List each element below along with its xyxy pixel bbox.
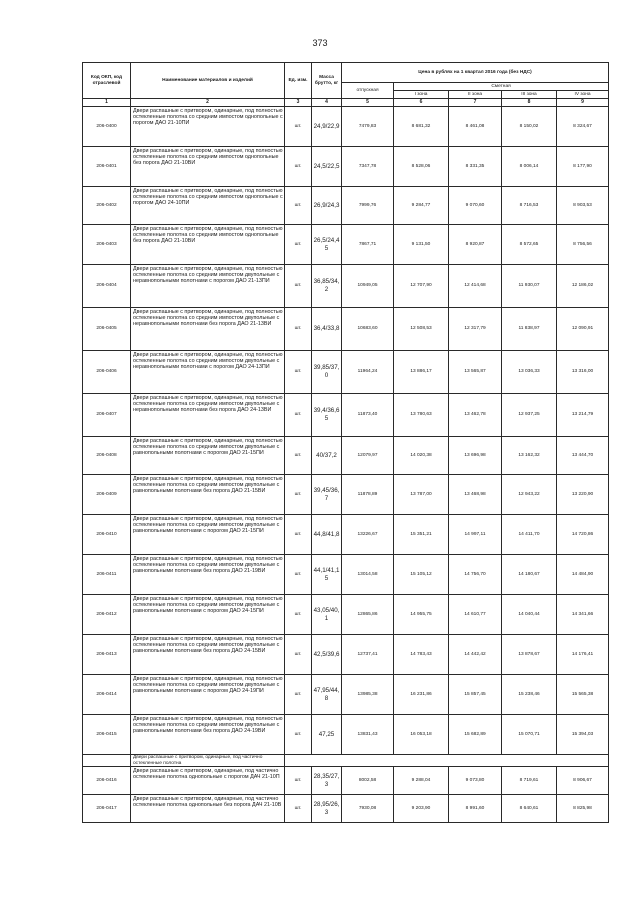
section-empty-cell <box>285 755 609 767</box>
item-name: Двери распашные с притвором, одинарные, под полностью остекленные полотна со средним импостом однопольные без порога ДАО 21-10ВИ <box>131 147 285 187</box>
item-unit: шт. <box>285 675 312 715</box>
release-price: 7867,71 <box>342 225 394 265</box>
zone-4-price: 8 903,53 <box>557 187 609 225</box>
release-price: 7479,83 <box>342 107 394 147</box>
item-mass: 24,9/22,9 <box>312 107 342 147</box>
zone-4-price: 8 756,56 <box>557 225 609 265</box>
zone-2-price: 8 461,08 <box>449 107 502 147</box>
header-unit: Ед. изм. <box>285 63 312 99</box>
zone-1-price: 9 131,50 <box>394 225 449 265</box>
zone-2-price: 13 462,78 <box>449 394 502 437</box>
release-price: 8002,58 <box>342 767 394 795</box>
item-mass: 24,5/22,5 <box>312 147 342 187</box>
item-name: Двери распашные с притвором, одинарные, под полностью остекленные полотна со средним импостом двупольные с равнопольными полотнами с порогом ДАО 24-15ПИ <box>131 595 285 635</box>
zone-2-price: 13 468,98 <box>449 475 502 515</box>
zone-3-price: 12 937,25 <box>502 394 557 437</box>
page-number: 373 <box>312 38 328 48</box>
item-unit: шт. <box>285 351 312 394</box>
item-code: 206-0409 <box>83 475 131 515</box>
item-code: 206-0414 <box>83 675 131 715</box>
item-code: 206-0408 <box>83 437 131 475</box>
item-unit: шт. <box>285 107 312 147</box>
table-header <box>83 63 609 107</box>
item-unit: шт. <box>285 225 312 265</box>
column-number: 8 <box>502 99 557 107</box>
release-price: 7999,76 <box>342 187 394 225</box>
table-row <box>83 767 609 795</box>
item-name: Двери распашные с притвором, одинарные, под частично остекленные полотна однопольные с порогом ДАЧ 21-10П <box>131 767 285 795</box>
column-number: 5 <box>342 99 394 107</box>
item-mass: 39,45/36,7 <box>312 475 342 515</box>
table-body <box>83 107 609 823</box>
column-number: 4 <box>312 99 342 107</box>
header-zone-4: IV зона <box>557 91 609 99</box>
item-unit: шт. <box>285 515 312 555</box>
release-price: 12079,97 <box>342 437 394 475</box>
zone-3-price: 8 719,61 <box>502 767 557 795</box>
zone-3-price: 13 162,32 <box>502 437 557 475</box>
zone-3-price: 14 180,67 <box>502 555 557 595</box>
zone-4-price: 14 176,41 <box>557 635 609 675</box>
item-name: Двери распашные с притвором, одинарные, под полностью остекленные полотна со средним импостом двупольные с неравнопольными полотнами с порогом ДАО 21-13ПИ <box>131 265 285 308</box>
item-mass: 36,4/33,8 <box>312 308 342 351</box>
column-number: 2 <box>131 99 285 107</box>
item-name: Двери распашные с притвором, одинарные, под полностью остекленные полотна со средним импостом двупольные с равнопольными полотнами без порога ДАО 24-19ВИ <box>131 715 285 755</box>
zone-3-price: 15 070,71 <box>502 715 557 755</box>
release-price: 13831,43 <box>342 715 394 755</box>
section-code-cell <box>83 755 131 767</box>
header-zone-2: II зона <box>449 91 502 99</box>
item-name: Двери распашные с притвором, одинарные, под полностью остекленные полотна со средним импостом двупольные с равнопольными полотнами без порога ДАО 21-15ВИ <box>131 475 285 515</box>
release-price: 11873,40 <box>342 394 394 437</box>
zone-3-price: 14 411,70 <box>502 515 557 555</box>
zone-2-price: 9 070,60 <box>449 187 502 225</box>
item-unit: шт. <box>285 715 312 755</box>
zone-3-price: 13 036,33 <box>502 351 557 394</box>
zone-1-price: 12 508,53 <box>394 308 449 351</box>
item-code: 206-0410 <box>83 515 131 555</box>
zone-4-price: 15 565,38 <box>557 675 609 715</box>
item-name: Двери распашные с притвором, одинарные, под полностью остекленные полотна со средним импостом однопольные без порога ДАО 21-10ВИ <box>131 225 285 265</box>
item-mass: 44,8/41,8 <box>312 515 342 555</box>
item-name: Двери распашные с притвором, одинарные, под полностью остекленные полотна со средним импостом двупольные с неравнопольными полотнами без порога ДАО 24-13ВИ <box>131 394 285 437</box>
item-mass: 26,5/24,45 <box>312 225 342 265</box>
header-code: Код ОКП, код отраслевой <box>83 63 131 99</box>
zone-2-price: 8 991,60 <box>449 795 502 823</box>
item-unit: шт. <box>285 635 312 675</box>
item-mass: 47,95/44,8 <box>312 675 342 715</box>
zone-2-price: 8 331,35 <box>449 147 502 187</box>
item-unit: шт. <box>285 595 312 635</box>
header-release-price: отпускная <box>342 83 394 99</box>
item-name: Двери распашные с притвором, одинарные, под полностью остекленные полотна со средним импостом двупольные с равнопольными полотнами без порога ДАО 24-15ВИ <box>131 635 285 675</box>
zone-1-price: 13 780,63 <box>394 394 449 437</box>
zone-1-price: 16 231,86 <box>394 675 449 715</box>
zone-2-price: 12 414,68 <box>449 265 502 308</box>
release-price: 13985,38 <box>342 675 394 715</box>
item-unit: шт. <box>285 555 312 595</box>
price-table <box>82 62 609 823</box>
zone-3-price: 12 943,22 <box>502 475 557 515</box>
item-code: 206-0415 <box>83 715 131 755</box>
item-name: Двери распашные с притвором, одинарные, под полностью остекленные полотна со средним импостом двупольные с равнопольными полотнами с порогом ДАО 24-19ПИ <box>131 675 285 715</box>
release-price: 10949,05 <box>342 265 394 308</box>
zone-1-price: 14 783,43 <box>394 635 449 675</box>
release-price: 13226,67 <box>342 515 394 555</box>
item-unit: шт. <box>285 147 312 187</box>
item-unit: шт. <box>285 265 312 308</box>
table-row <box>83 107 609 147</box>
item-code: 206-0407 <box>83 394 131 437</box>
zone-2-price: 14 442,42 <box>449 635 502 675</box>
column-number: 6 <box>394 99 449 107</box>
zone-4-price: 12 186,02 <box>557 265 609 308</box>
item-code: 206-0416 <box>83 767 131 795</box>
item-code: 206-0401 <box>83 147 131 187</box>
item-mass: 39,4/36,65 <box>312 394 342 437</box>
header-zone-3: III зона <box>502 91 557 99</box>
zone-4-price: 13 214,79 <box>557 394 609 437</box>
column-number: 3 <box>285 99 312 107</box>
zone-1-price: 9 203,90 <box>394 795 449 823</box>
zone-3-price: 11 930,07 <box>502 265 557 308</box>
zone-4-price: 8 906,67 <box>557 767 609 795</box>
table-row <box>83 555 609 595</box>
section-row <box>83 755 609 767</box>
item-unit: шт. <box>285 475 312 515</box>
zone-2-price: 13 696,98 <box>449 437 502 475</box>
release-price: 11878,89 <box>342 475 394 515</box>
zone-4-price: 14 341,66 <box>557 595 609 635</box>
item-unit: шт. <box>285 795 312 823</box>
zone-4-price: 14 484,90 <box>557 555 609 595</box>
zone-3-price: 14 040,44 <box>502 595 557 635</box>
zone-2-price: 13 565,87 <box>449 351 502 394</box>
table-row <box>83 308 609 351</box>
item-unit: шт. <box>285 437 312 475</box>
zone-3-price: 13 878,67 <box>502 635 557 675</box>
zone-4-price: 13 220,90 <box>557 475 609 515</box>
zone-3-price: 8 006,14 <box>502 147 557 187</box>
zone-1-price: 15 351,21 <box>394 515 449 555</box>
zone-3-price: 8 572,65 <box>502 225 557 265</box>
item-name: Двери распашные с притвором, одинарные, под полностью остекленные полотна со средним импостом двупольные с равнопольными полотнами с порогом ДАО 21-15ПИ <box>131 437 285 475</box>
item-code: 206-0417 <box>83 795 131 823</box>
table-row <box>83 515 609 555</box>
zone-4-price: 8 177,90 <box>557 147 609 187</box>
column-number-row <box>83 99 609 107</box>
item-name: Двери распашные с притвором, одинарные, под полностью остекленные полотна со средним импостом однопольные с порогом ДАО 21-10ПИ <box>131 107 285 147</box>
zone-2-price: 14 997,11 <box>449 515 502 555</box>
column-number: 1 <box>83 99 131 107</box>
item-name: Двери распашные с притвором, одинарные, под частично остекленные полотна однопольные без порога ДАЧ 21-10В <box>131 795 285 823</box>
item-code: 206-0411 <box>83 555 131 595</box>
item-name: Двери распашные с притвором, одинарные, под полностью остекленные полотна со средним импостом однопольные с порогом ДАО 24-10ПИ <box>131 187 285 225</box>
item-code: 206-0405 <box>83 308 131 351</box>
zone-1-price: 14 020,38 <box>394 437 449 475</box>
item-mass: 42,5/39,6 <box>312 635 342 675</box>
table-row <box>83 225 609 265</box>
release-price: 7930,08 <box>342 795 394 823</box>
item-unit: шт. <box>285 767 312 795</box>
zone-2-price: 8 920,87 <box>449 225 502 265</box>
item-name: Двери распашные с притвором, одинарные, под полностью остекленные полотна со средним импостом двупольные с равнопольными полотнами без порога ДАО 21-19ВИ <box>131 555 285 595</box>
zone-2-price: 12 317,79 <box>449 308 502 351</box>
zone-3-price: 8 716,53 <box>502 187 557 225</box>
zone-4-price: 13 444,70 <box>557 437 609 475</box>
table-row <box>83 265 609 308</box>
table-row <box>83 351 609 394</box>
table-row <box>83 394 609 437</box>
zone-2-price: 14 610,77 <box>449 595 502 635</box>
item-unit: шт. <box>285 187 312 225</box>
release-price: 7347,78 <box>342 147 394 187</box>
table-row <box>83 187 609 225</box>
item-mass: 44,1/41,15 <box>312 555 342 595</box>
item-code: 206-0413 <box>83 635 131 675</box>
item-code: 206-0400 <box>83 107 131 147</box>
release-price: 12865,86 <box>342 595 394 635</box>
header-name: Наименование материалов и изделий <box>131 63 285 99</box>
zone-4-price: 15 394,03 <box>557 715 609 755</box>
item-mass: 28,35/27,3 <box>312 767 342 795</box>
item-unit: шт. <box>285 308 312 351</box>
table-row <box>83 437 609 475</box>
zone-1-price: 14 955,75 <box>394 595 449 635</box>
column-number: 9 <box>557 99 609 107</box>
zone-3-price: 11 838,97 <box>502 308 557 351</box>
zone-1-price: 13 787,00 <box>394 475 449 515</box>
item-name: Двери распашные с притвором, одинарные, под полностью остекленные полотна со средним импостом двупольные с неравнопольными полотнами без порога ДАО 21-13ВИ <box>131 308 285 351</box>
zone-1-price: 9 288,04 <box>394 767 449 795</box>
item-mass: 36,85/34,2 <box>312 265 342 308</box>
table-row <box>83 795 609 823</box>
item-mass: 43,05/40,1 <box>312 595 342 635</box>
item-mass: 26,9/24,3 <box>312 187 342 225</box>
item-mass: 39,85/37,0 <box>312 351 342 394</box>
zone-4-price: 12 090,91 <box>557 308 609 351</box>
header-zone-1: I зона <box>394 91 449 99</box>
item-code: 206-0406 <box>83 351 131 394</box>
item-code: 206-0404 <box>83 265 131 308</box>
zone-4-price: 14 720,86 <box>557 515 609 555</box>
section-title: Двери распашные с притвором, одинарные, под частично остекленные полотна <box>131 755 285 767</box>
item-mass: 40/37,2 <box>312 437 342 475</box>
table-row <box>83 475 609 515</box>
zone-1-price: 15 105,12 <box>394 555 449 595</box>
release-price: 12737,41 <box>342 635 394 675</box>
table-row <box>83 147 609 187</box>
zone-3-price: 8 150,02 <box>502 107 557 147</box>
release-price: 11964,24 <box>342 351 394 394</box>
header-estimate-price: Сметная <box>394 83 609 91</box>
item-unit: шт. <box>285 394 312 437</box>
table-row <box>83 675 609 715</box>
zone-1-price: 8 681,32 <box>394 107 449 147</box>
item-code: 206-0403 <box>83 225 131 265</box>
zone-1-price: 13 886,17 <box>394 351 449 394</box>
header-mass: Масса брутто, кг <box>312 63 342 99</box>
zone-1-price: 12 707,90 <box>394 265 449 308</box>
zone-1-price: 8 528,06 <box>394 147 449 187</box>
item-code: 206-0412 <box>83 595 131 635</box>
zone-2-price: 15 857,45 <box>449 675 502 715</box>
zone-2-price: 9 073,80 <box>449 767 502 795</box>
zone-1-price: 9 284,77 <box>394 187 449 225</box>
item-code: 206-0402 <box>83 187 131 225</box>
table-row <box>83 715 609 755</box>
zone-4-price: 8 324,67 <box>557 107 609 147</box>
zone-4-price: 13 316,00 <box>557 351 609 394</box>
column-number: 7 <box>449 99 502 107</box>
item-mass: 28,95/26,3 <box>312 795 342 823</box>
zone-2-price: 14 756,70 <box>449 555 502 595</box>
release-price: 10683,60 <box>342 308 394 351</box>
zone-3-price: 15 238,46 <box>502 675 557 715</box>
zone-3-price: 8 640,61 <box>502 795 557 823</box>
release-price: 13014,58 <box>342 555 394 595</box>
header-price-title: Цена в рублях на 1 квартал 2016 года (без НДС) <box>342 63 609 83</box>
table-row <box>83 595 609 635</box>
zone-1-price: 16 053,18 <box>394 715 449 755</box>
item-name: Двери распашные с притвором, одинарные, под полностью остекленные полотна со средним импостом двупольные с неравнопольными полотнами с порогом ДАО 24-13ПИ <box>131 351 285 394</box>
zone-4-price: 8 825,98 <box>557 795 609 823</box>
item-name: Двери распашные с притвором, одинарные, под полностью остекленные полотна со средним импостом двупольные с равнопольными полотнами с порогом ДАО 21-15ПИ <box>131 515 285 555</box>
table-row <box>83 635 609 675</box>
item-mass: 47,25 <box>312 715 342 755</box>
zone-2-price: 15 682,89 <box>449 715 502 755</box>
